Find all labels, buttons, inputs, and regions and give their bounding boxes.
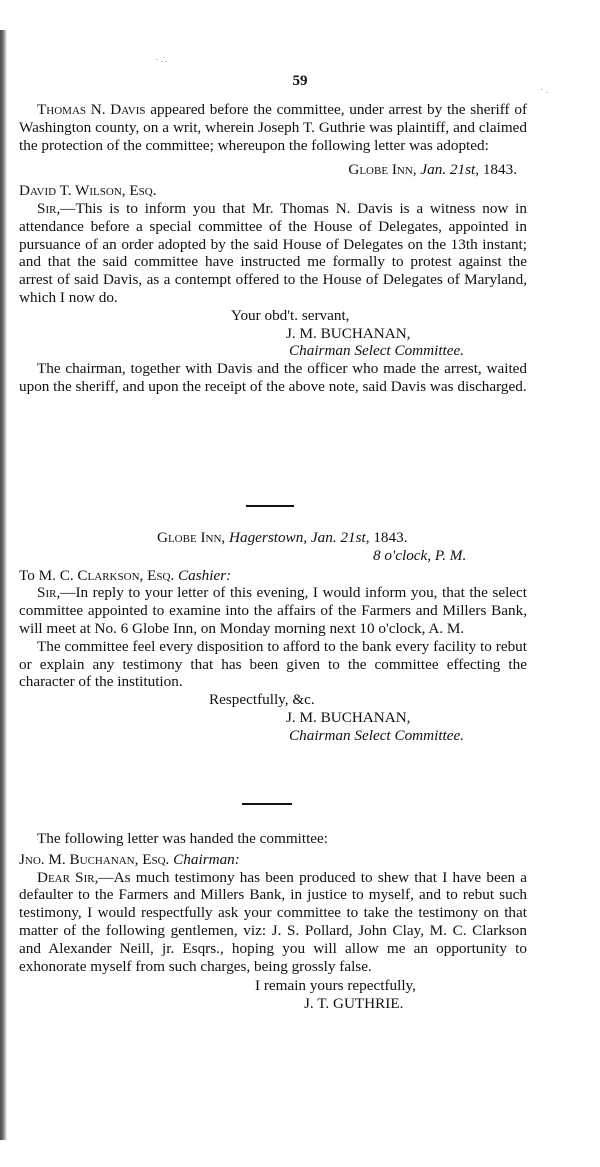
letter-closing: Respectfully, &c. — [209, 691, 315, 709]
letter-text: —This is to inform you that Mr. Thomas N. Davis is a witness now in attendance before a special committee of the House of Delegates, appointed in pursuance of an order adopted by the said House of Delegates on the 13th instant; and that the said committee have instructed me formally to protest against the arrest of said Davis, as a contempt offered to the House of Delegates of Maryland, which I now do. — [19, 199, 527, 306]
paper-speck: · . — [540, 85, 549, 96]
letter-addressee: To M. C. Clarkson, Esq. Cashier: — [19, 566, 232, 584]
dateline-date: Jan. 21st, — [420, 161, 480, 179]
letter-signature: J. M. BUCHANAN, — [286, 324, 411, 342]
dateline-place: Globe Inn, — [157, 529, 226, 546]
letter-signature: J. T. GUTHRIE. — [304, 995, 404, 1013]
letter-time: 8 o'clock, P. M. — [373, 546, 467, 564]
section-arrest-of-davis — [19, 101, 527, 396]
outcome-paragraph: The chairman, together with Davis and the officer who made the arrest, waited upon the sheriff, and upon the receipt of the above note, said Davis was discharged. — [19, 360, 527, 395]
dateline-year: 1843. — [479, 161, 517, 179]
letter-body: Dear Sir,—As much testimony has been produced to shew that I have been a defaulter to the Farmers and Millers Bank, in justice to myself, and to rebut such testimony, I would respectfully ask your committee to take the testimony on that matter of the following gentlemen, viz: J. S. Pollard, John Clay, M. C. Clarkson and Alexander Neill, jr. Esqrs., hoping you will allow me an opportunity to exhonorate myself from such charges, being grossly false. — [19, 868, 527, 975]
letter-body — [19, 200, 527, 307]
section-guthrie-letter — [19, 830, 527, 1013]
arrest-intro-paragraph — [19, 101, 527, 154]
letter-body-2: The committee feel every disposition to afford to the bank every facility to rebut or explain any testimony that has been given to the committee effecting the character of the institution. — [19, 637, 527, 691]
letter-addressee: David T. Wilson, Esq. — [19, 182, 157, 200]
page-number: 59 — [292, 73, 308, 89]
dateline-date: Jan. 21st, — [310, 529, 370, 546]
section-divider — [246, 505, 294, 507]
person-name: Thomas N. Davis — [37, 101, 146, 118]
dateline-year: 1843. — [369, 529, 408, 546]
paper-speck: · ∴ — [155, 55, 168, 66]
letter-signer-title: Chairman Select Committee. — [289, 342, 465, 360]
section-clarkson-letter — [19, 529, 527, 745]
letter-closing: Your obd't. servant, — [231, 306, 350, 324]
dateline-town: Hagerstown, — [229, 529, 308, 546]
intro-line: The following letter was handed the committee: — [37, 830, 329, 847]
binding-edge — [0, 30, 7, 1140]
letter-signer-title: Chairman Select Committee. — [289, 726, 465, 744]
salutation: Sir, — [37, 199, 61, 217]
letter-body: Sir,—In reply to your letter of this evening, I would inform you, that the select committee appointed to examine into the affairs of the Farmers and Millers Bank, will meet at No. 6 Globe Inn, on Monday morning next 10 o'clock, A. M. — [19, 584, 527, 637]
dateline-place: Globe Inn, — [348, 161, 417, 179]
letter-signature: J. M. BUCHANAN, — [286, 708, 411, 726]
paragraph-text: appeared before the committee, under arrest by the sheriff of Washington county, on a writ, wherein Joseph T. Guthrie was plaintiff, and claimed the protection of the committee; whereupon the following letter was adopted: — [19, 101, 527, 154]
letter-dateline — [19, 161, 527, 179]
letter-addressee: Jno. M. Buchanan, Esq. Chairman: — [19, 850, 240, 868]
salutation: Sir, — [37, 584, 61, 602]
letter-closing: I remain yours repectfully, — [255, 977, 416, 995]
section-divider — [242, 803, 292, 805]
salutation: Dear Sir, — [37, 868, 99, 886]
letter-dateline — [19, 529, 527, 547]
